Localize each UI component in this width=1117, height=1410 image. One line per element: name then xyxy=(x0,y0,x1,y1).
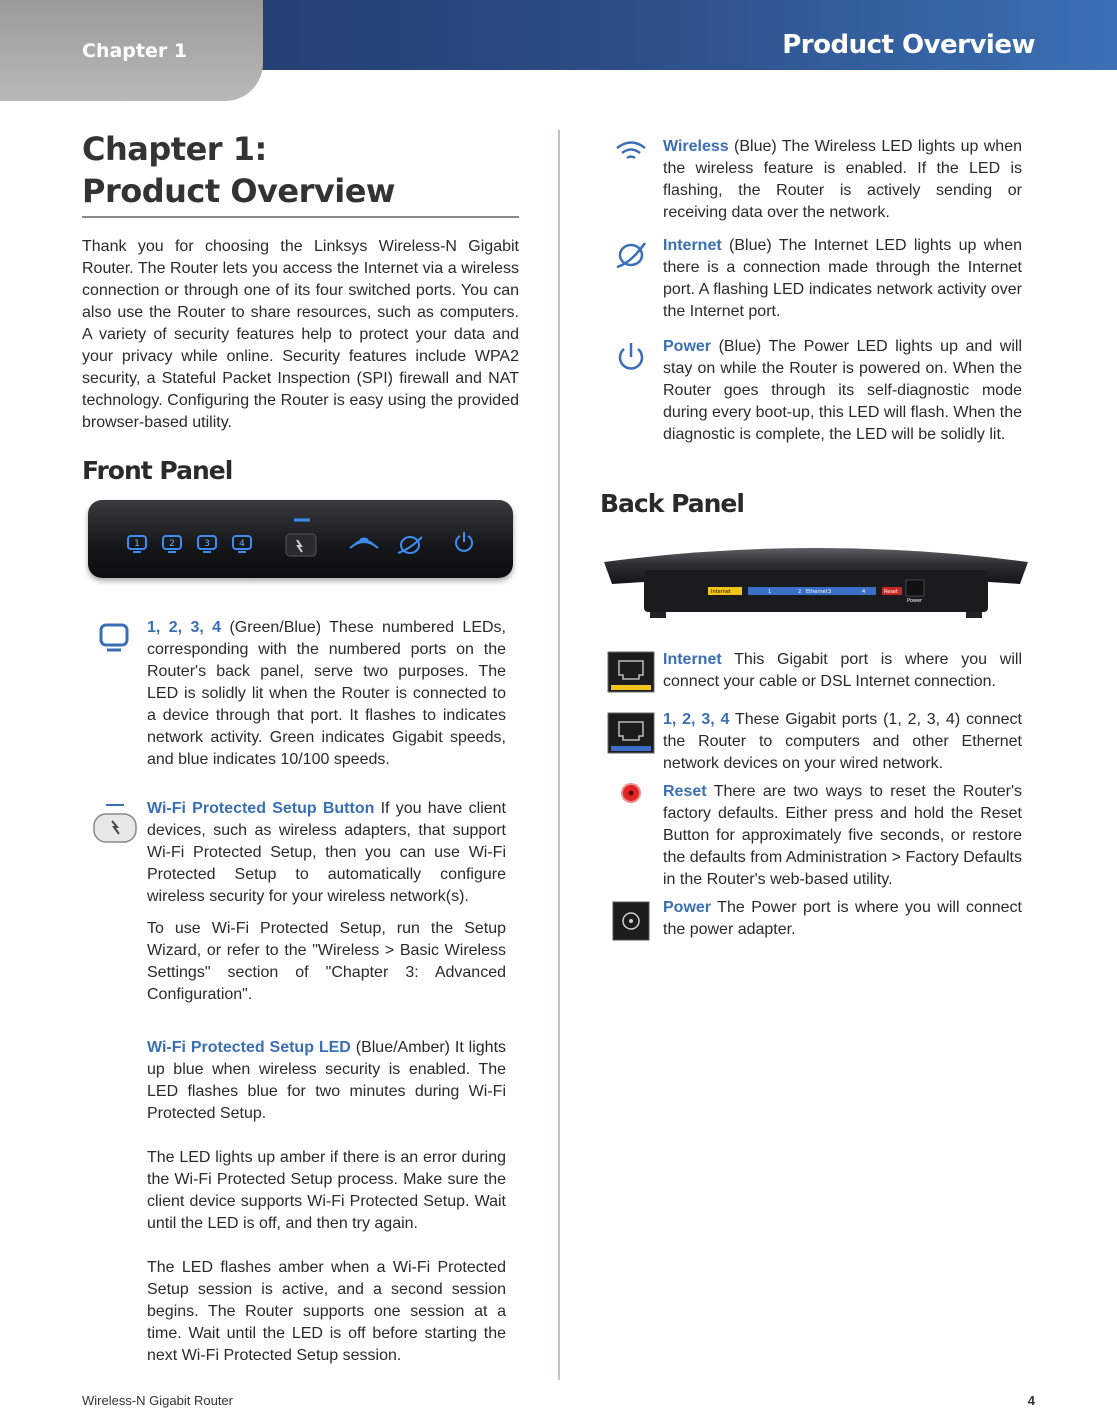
term-wps-button: Wi-Fi Protected Setup Button xyxy=(147,800,375,817)
front-panel-heading: Front Panel xyxy=(82,456,233,485)
chapter-tab xyxy=(0,0,263,101)
desc-ethernet-ports: These Gigabit ports (1, 2, 3, 4) connect the Router to computers and other Ethernet network devices on your wired network. xyxy=(663,711,1023,772)
term-power: Power xyxy=(663,338,712,355)
wifi-icon xyxy=(614,138,648,166)
back-panel-image xyxy=(600,540,1032,620)
back-label-ethernet: Ethernet xyxy=(806,589,828,595)
column-divider xyxy=(558,130,560,1380)
chapter-label: Chapter 1 xyxy=(82,40,188,62)
back-label-port2: 2 xyxy=(798,589,802,595)
term-ethernet-ports: 1, 2, 3, 4 xyxy=(663,711,730,728)
desc-wps-button-p2: To use Wi-Fi Protected Setup, run the Setup Wizard, or refer to the "Wireless > Basic Wireless Settings" section of "Chapter 3: Advanced Configuration". xyxy=(147,920,506,1003)
desc-power: (Blue) The Power LED lights up and will stay on while the Router is powered on. When the Router goes through its self-diagnostic mode during every boot-up, this LED will flash. When the diagnostic is complete, the LED will be solidly lit. xyxy=(663,338,1022,443)
entry-wps-button xyxy=(147,798,506,1006)
term-power-port: Power xyxy=(663,899,712,916)
desc-wps-led: (Blue/Amber) It lights up blue when wireless security is enabled. The LED flashes blue for two minutes during Wi-Fi Protected Setup. xyxy=(147,1039,507,1122)
entry-ports-leds xyxy=(147,617,506,771)
intro-paragraph: Thank you for choosing the Linksys Wireless-N Gigabit Router. The Router lets you access the Internet via a wireless connection or through one of its four switched ports. You can also use the Router to share resources, such as computers. A variety of security features help to protect your data and your privacy while online. Security features include WPA2 security, a Stateful Packet Inspection (SPI) firewall and NAT technology. Configuring the Router is easy using the provided browser-based utility. xyxy=(82,238,519,431)
desc-power-port: The Power port is where you will connect the power adapter. xyxy=(663,899,1022,938)
front-led-label-1: 1 xyxy=(134,539,140,549)
entry-power-led xyxy=(663,336,1022,446)
back-label-port4: 4 xyxy=(862,589,866,595)
entry-power-port xyxy=(663,897,1022,941)
term-internet-port: Internet xyxy=(663,651,722,668)
front-led-label-4: 4 xyxy=(239,539,245,549)
wps-button-icon xyxy=(92,802,138,848)
chapter-heading-line1: Chapter 1: xyxy=(82,130,267,168)
desc-wireless: (Blue) The Wireless LED lights up when the wireless feature is enabled. If the LED is flashing, the Router is actively sending or receiving data over the network. xyxy=(663,138,1022,221)
ethernet-port-blue-icon xyxy=(607,712,655,754)
desc-wps-button: If you have client devices, such as wireless adapters, that support Wi-Fi Protected Setup, then you can use Wi-Fi Protected Setup to automatically configure wireless security for your wireless network(s). xyxy=(147,800,507,905)
desc-ports: (Green/Blue) These numbered LEDs, corresponding with the numbered ports on the Router's back panel, serve two purposes. The LED is solidly lit when the Router is connected to a device through that port. It flashes to indicates network activity. Green indicates Gigabit speeds, and blue indicates 10/100 speeds. xyxy=(147,619,506,768)
back-label-internet: Internet xyxy=(711,589,731,595)
back-label-reset: Reset xyxy=(884,589,898,595)
back-label-port1: 1 xyxy=(768,589,772,595)
power-port-icon xyxy=(612,901,650,941)
term-wps-led: Wi-Fi Protected Setup LED xyxy=(147,1039,351,1056)
term-reset: Reset xyxy=(663,783,707,800)
desc-reset: There are two ways to reset the Router's factory defaults. Either press and hold the Reset Button for approximately five seconds, or restore the defaults from Administration > Factory Defaults in the Router's web-based utility. xyxy=(663,783,1022,888)
globe-icon xyxy=(614,238,648,272)
power-icon xyxy=(614,339,648,375)
back-label-port3: 3 xyxy=(828,589,832,595)
front-panel-image xyxy=(88,500,513,578)
entry-reset xyxy=(663,781,1022,891)
ethernet-port-yellow-icon xyxy=(607,651,655,693)
chapter-heading xyxy=(82,128,519,218)
entry-internet-port xyxy=(663,649,1022,693)
footer-page-number: 4 xyxy=(1027,1393,1035,1408)
back-label-power: Power xyxy=(907,598,923,604)
desc-internet: (Blue) The Internet LED lights up when there is a connection made through the Internet port. A flashing LED indicates network activity over the Internet port. xyxy=(663,237,1022,320)
entry-wireless-led xyxy=(663,136,1022,224)
chapter-heading-line2: Product Overview xyxy=(82,172,395,210)
term-internet: Internet xyxy=(663,237,722,254)
footer-product-name: Wireless-N Gigabit Router xyxy=(82,1393,233,1408)
front-led-label-3: 3 xyxy=(204,539,210,549)
front-panel-leds xyxy=(88,500,513,578)
left-column xyxy=(82,128,519,485)
computer-monitor-icon xyxy=(98,622,132,660)
desc-internet-port: This Gigabit port is where you will connect your cable or DSL Internet connection. xyxy=(663,651,1022,690)
front-led-label-2: 2 xyxy=(169,539,175,549)
reset-button-icon xyxy=(620,782,642,804)
back-panel-heading: Back Panel xyxy=(600,489,744,518)
entry-ethernet-ports xyxy=(663,709,1022,775)
entry-internet-led xyxy=(663,235,1022,323)
header-title: Product Overview xyxy=(782,30,1035,60)
desc-wps-led-p3: The LED flashes amber when a Wi-Fi Protected Setup session is active, and a second session begins. The Router supports one session at a time. Wait until the LED is off before starting the next Wi-Fi Protected Setup session. xyxy=(147,1259,506,1364)
desc-wps-led-p2: The LED lights up amber if there is an error during the Wi-Fi Protected Setup process. Make sure the client device supports Wi-Fi Protected Setup. Wait until the LED is off, and then try again. xyxy=(147,1149,506,1232)
entry-wps-led xyxy=(147,1037,506,1367)
term-wireless: Wireless xyxy=(663,138,729,155)
term-ports: 1, 2, 3, 4 xyxy=(147,619,222,636)
